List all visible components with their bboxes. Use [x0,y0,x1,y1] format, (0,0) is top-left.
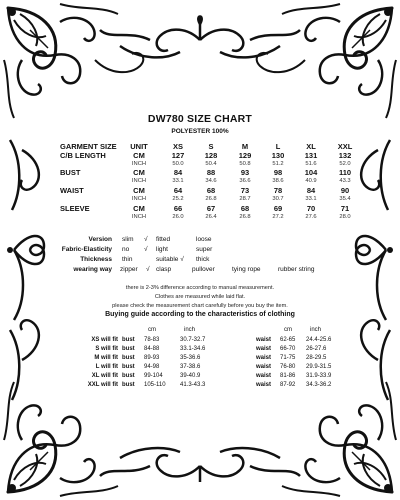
value-inch: 28.0 [339,214,351,220]
property-option: thick [196,256,210,263]
guide-waist-inch: 26-27.6 [306,346,327,352]
guide-fit-label: S will fit [95,346,118,352]
fabric-composition: POLYESTER 100% [171,128,229,135]
value-cm: 128 [204,151,218,160]
guide-waist-label: waist [256,373,272,379]
value-cm: 98 [273,168,283,177]
property-option: pullover [192,266,215,273]
property-option: slim [122,236,134,243]
guide-waist-cm: 71-75 [280,355,296,361]
value-inch: 36.6 [239,178,251,184]
property-option: light [156,246,168,253]
property-label-elasticity: Fabric-Elasticity [61,246,112,253]
guide-bust-cm: 89-93 [144,355,160,361]
unit-inch: INCH [131,214,147,220]
guide-waist-inch: 29.9-31.5 [306,364,332,370]
guide-waist-cm: 81-86 [280,373,296,379]
unit-inch: INCH [131,161,147,167]
guide-waist-label: waist [256,382,272,388]
value-inch: 26.0 [172,214,184,220]
value-cm: 64 [173,186,183,195]
unit-header: UNIT [130,142,148,151]
value-cm: 93 [240,168,250,177]
value-inch: 26.8 [205,196,217,202]
guide-bust-inch: 41.3-43.3 [180,382,206,388]
property-option: rubber string [278,266,315,273]
chart-title: DW780 SIZE CHART [147,113,253,125]
value-cm: 104 [304,168,318,177]
property-option: super [196,246,213,253]
guide-waist-cm: 66-70 [280,346,296,352]
value-inch: 52.0 [339,161,351,167]
garment-size-header: GARMENT SIZE [60,142,117,151]
guide-bust-inch: 37-38.6 [180,364,201,370]
measure-label: BUST [60,168,81,177]
guide-waist-label: waist [256,364,272,370]
size-m-header: M [241,142,249,151]
value-inch: 33.1 [305,196,317,202]
value-inch: 30.7 [272,196,284,202]
value-cm: 88 [206,168,216,177]
size-xl-header: XL [306,142,316,151]
value-cm: 67 [206,204,216,213]
guide-bust-label: bust [122,373,135,379]
unit-cm: CM [133,151,145,160]
guide-fit-label: XS will fit [91,337,118,343]
guide-bust-cm: 78-83 [144,337,160,343]
guide-waist-cm: 62-65 [280,337,296,343]
value-inch: 33.1 [172,178,184,184]
property-option: tying rope [232,266,261,273]
guide-bust-cm: 99-104 [144,373,163,379]
table-row [0,213,400,223]
value-cm: 69 [273,204,283,213]
value-inch: 28.7 [239,196,251,202]
value-cm: 78 [273,186,283,195]
value-inch: 43.3 [339,178,351,184]
guide-waist-inch: 34.3-36.2 [306,382,332,388]
value-inch: 35.4 [339,196,351,202]
property-option: thin [122,256,133,263]
property-option: fitted [156,236,171,243]
property-option: suitable √ [156,256,184,263]
value-cm: 73 [240,186,250,195]
unit-cm: CM [133,204,145,213]
guide-bust-inch: 39-40.9 [180,373,201,379]
value-inch: 26.4 [205,214,217,220]
guide-fit-label: XL will fit [91,373,118,379]
value-cm: 90 [340,186,350,195]
guide-fit-label: L will fit [95,364,118,370]
value-inch: 34.6 [205,178,217,184]
value-inch: 50.8 [239,161,251,167]
note-difference: there is 2-3% difference according to manual measurement. [125,285,275,291]
property-option: loose [196,236,212,243]
unit-cm: CM [133,186,145,195]
guide-waist-label: waist [256,337,272,343]
guide-bust-cm: 94-98 [144,364,160,370]
guide-bust-cm: 105-110 [144,382,166,388]
measure-label: C/B LENGTH [60,151,106,160]
value-cm: 132 [338,151,352,160]
unit-cm: CM [133,168,145,177]
value-inch: 27.6 [305,214,317,220]
value-cm: 84 [306,186,316,195]
property-label-thickness: Thickness [80,256,112,263]
check-mark: √ [146,266,150,273]
guide-bust-cm-header: cm [148,327,156,333]
note-check-chart: please check the measurement chart carefully before you buy the item. [112,303,288,309]
note-laid-flat: Clothes are measured while laid flat. [154,294,246,300]
guide-fit-label: M will fit [94,355,118,361]
guide-waist-inch: 28-29.5 [306,355,327,361]
value-cm: 129 [238,151,252,160]
property-label-version: Version [88,236,112,243]
value-inch: 51.2 [272,161,284,167]
size-l-header: L [275,142,281,151]
value-cm: 71 [340,204,350,213]
unit-inch: INCH [131,178,147,184]
guide-waist-cm-header: cm [284,327,292,333]
guide-bust-label: bust [122,364,135,370]
value-inch: 27.2 [272,214,284,220]
value-inch: 25.2 [172,196,184,202]
guide-bust-inch: 30.7-32.7 [180,337,206,343]
property-label-wearing-way: wearing way [73,266,112,273]
guide-waist-inch: 31.9-33.9 [306,373,332,379]
value-cm: 130 [271,151,285,160]
guide-bust-label: bust [122,346,135,352]
value-cm: 110 [338,168,352,177]
property-option: clasp [156,266,172,273]
property-option: zipper [120,266,138,273]
value-cm: 66 [173,204,183,213]
guide-bust-inch: 33.1-34.6 [180,346,206,352]
guide-waist-label: waist [256,355,272,361]
measure-label: SLEEVE [60,204,90,213]
value-inch: 51.6 [305,161,317,167]
size-xs-header: XS [172,142,183,151]
value-cm: 131 [304,151,318,160]
guide-bust-label: bust [122,382,135,388]
guide-waist-label: waist [256,346,272,352]
value-inch: 26.8 [239,214,251,220]
unit-inch: INCH [131,196,147,202]
guide-bust-inch: 35-36.6 [180,355,201,361]
guide-waist-inch-header: inch [310,327,322,333]
guide-waist-cm: 87-92 [280,382,296,388]
size-s-header: S [208,142,214,151]
guide-bust-inch-header: inch [184,327,196,333]
value-inch: 40.9 [305,178,317,184]
guide-bust-label: bust [122,337,135,343]
guide-fit-label: XXL will fit [87,382,118,388]
check-mark: √ [144,246,148,253]
value-inch: 50.4 [205,161,217,167]
property-option: no [122,246,130,253]
value-cm: 127 [171,151,185,160]
size-xxl-header: XXL [337,142,353,151]
check-mark: √ [144,236,148,243]
measure-label: WAIST [60,186,84,195]
value-inch: 50.0 [172,161,184,167]
guide-bust-label: bust [122,355,135,361]
value-cm: 68 [240,204,250,213]
value-cm: 70 [306,204,316,213]
value-inch: 38.6 [272,178,284,184]
value-cm: 68 [206,186,216,195]
guide-waist-cm: 76-80 [280,364,296,370]
value-cm: 84 [173,168,183,177]
guide-bust-cm: 84-88 [144,346,160,352]
guide-waist-inch: 24.4-25.6 [306,337,332,343]
buying-guide-title: Buying guide according to the characteristics of clothing [105,311,295,318]
